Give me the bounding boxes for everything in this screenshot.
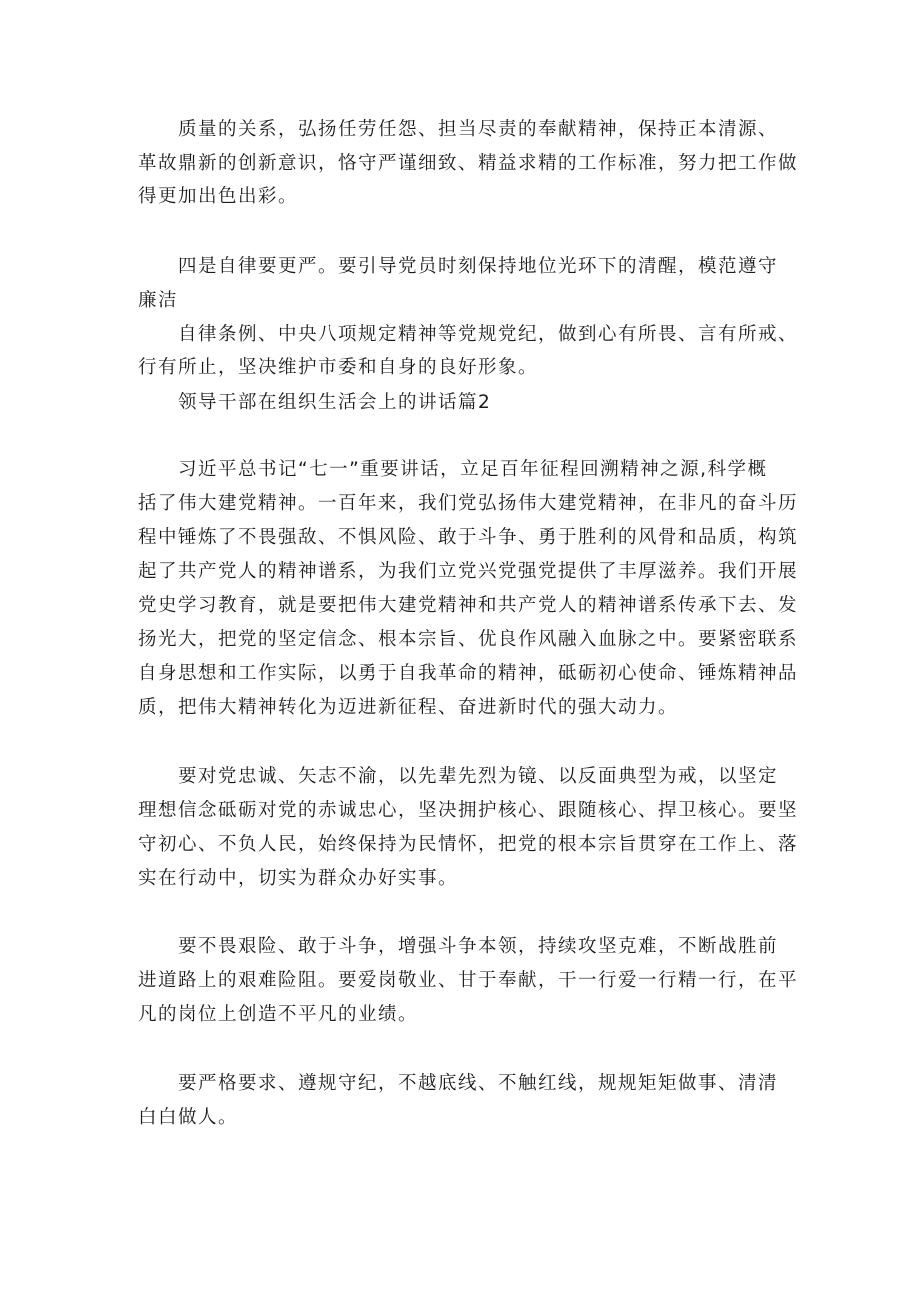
text-line: 四是自律要更严。要引导党员时刻保持地位光环下的清醒，模范遵守 (178, 256, 779, 277)
text-line: 要不畏艰险、敢于斗争，增强斗争本领，持续攻坚克难，不断战胜前 (178, 936, 779, 957)
text-line: 理想信念砥砺对党的赤诚忠心，坚决拥护核心、跟随核心、捍卫核心。要坚 (138, 800, 798, 821)
text-line: 起了共产党人的精神谱系，为我们立党兴党强党提供了丰厚滋养。我们开展 (138, 561, 798, 582)
text-line: 质，把伟大精神转化为迈进新征程、奋进新时代的强大动力。 (138, 697, 679, 718)
text-line: 括了伟大建党精神。一百年来，我们党弘扬伟大建党精神，在非凡的奋斗历 (138, 493, 798, 514)
text-line: 自身思想和工作实际，以勇于自我革命的精神，砥砺初心使命、锤炼精神品 (138, 663, 798, 684)
text-line: 凡的岗位上创造不平凡的业绩。 (138, 1004, 419, 1025)
text-line: 自律条例、中央八项规定精神等党规党纪，做到心有所畏、言有所戒、 (178, 324, 798, 345)
text-line: 白白做人。 (138, 1107, 239, 1128)
text-line: 得更加出色出彩。 (138, 186, 299, 207)
text-line: 扬光大，把党的坚定信念、根本宗旨、优良作风融入血脉之中。要紧密联系 (138, 629, 798, 650)
text-line: 革故鼎新的创新意识，恪守严谨细致、精益求精的工作标准，努力把工作做 (138, 153, 798, 174)
text-line: 党史学习教育，就是要把伟大建党精神和共产党人的精神谱系传承下去、发 (138, 595, 798, 616)
text-line: 习近平总书记“七一”重要讲话，立足百年征程回溯精神之源,科学概 (178, 459, 768, 480)
text-line: 守初心、不负人民，始终保持为民情怀，把党的根本宗旨贯穿在工作上、落 (138, 834, 798, 855)
text-line: 进道路上的艰难险阻。要爱岗敬业、甘于奉献，干一行爱一行精一行，在平 (138, 970, 798, 991)
text-line: 廉洁 (138, 290, 179, 311)
text-line: 质量的关系，弘扬任劳任怨、担当尽责的奉献精神，保持正本清源、 (178, 119, 779, 140)
text-line: 行有所止，坚决维护市委和自身的良好形象。 (138, 357, 539, 378)
text-line: 要严格要求、遵规守纪，不越底线、不触红线，规规矩矩做事、清清 (178, 1073, 779, 1094)
text-line: 要对党忠诚、矢志不渝，以先辈先烈为镜、以反面典型为戒，以坚定 (178, 766, 779, 787)
section-heading: 领导干部在组织生活会上的讲话篇2 (178, 392, 492, 413)
text-line: 实在行动中，切实为群众办好实事。 (138, 868, 459, 889)
text-line: 程中锤炼了不畏强敌、不惧风险、敢于斗争、勇于胜利的风骨和品质，构筑 (138, 527, 798, 548)
